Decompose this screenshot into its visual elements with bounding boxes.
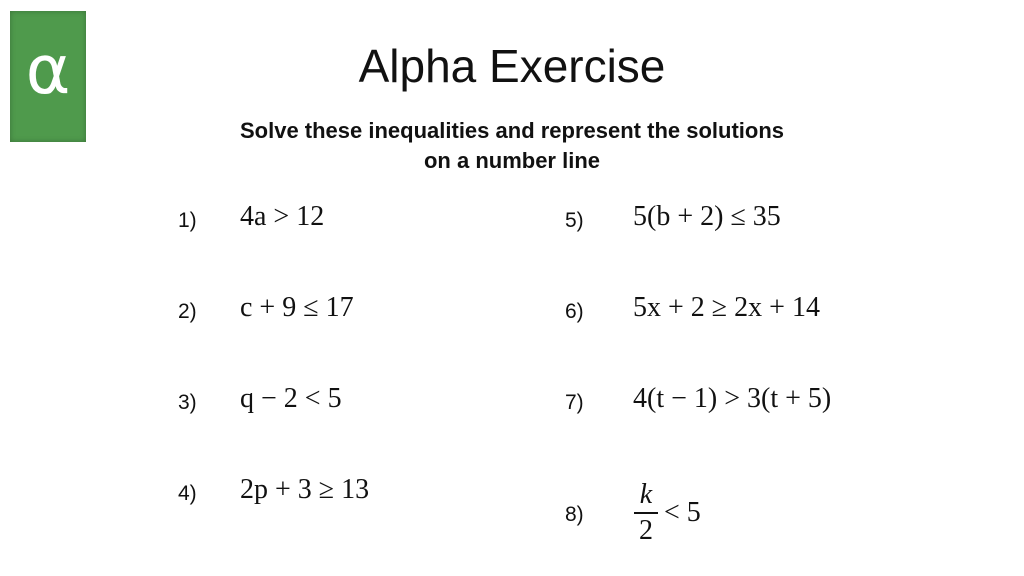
instructions [162,116,862,176]
problem-8-denominator: 2 [639,515,653,546]
instructions-line-1: Solve these inequalities and represent the solutions [239,118,785,143]
instructions-line-2: on a number line [423,148,601,173]
problem-8-expression [634,480,754,552]
problem-1-expression: 4a > 12 [240,201,325,232]
problem-2-expression: c + 9 ≤ 17 [240,292,354,323]
problem-6-expression: 5x + 2 ≥ 2x + 14 [633,292,820,323]
problem-7-number: 7) [565,391,584,414]
page-title: Alpha Exercise [358,40,666,92]
problem-8-inequality: < 5 [664,497,701,528]
problem-8-numerator: k [639,479,653,510]
fraction-bar [634,512,658,514]
problem-5-expression: 5(b + 2) ≤ 35 [633,201,781,232]
problem-5-number: 5) [565,209,584,232]
problem-3-expression: q − 2 < 5 [240,383,342,414]
problem-8-number: 8) [565,503,584,526]
problem-4-number: 4) [178,482,197,505]
problem-6-number: 6) [565,300,584,323]
problem-2-number: 2) [178,300,197,323]
problem-1-number: 1) [178,209,197,232]
problem-7-expression: 4(t − 1) > 3(t + 5) [633,383,832,414]
problem-3-number: 3) [178,391,197,414]
problem-4-expression: 2p + 3 ≥ 13 [240,474,370,505]
alpha-letter: α [25,31,71,110]
